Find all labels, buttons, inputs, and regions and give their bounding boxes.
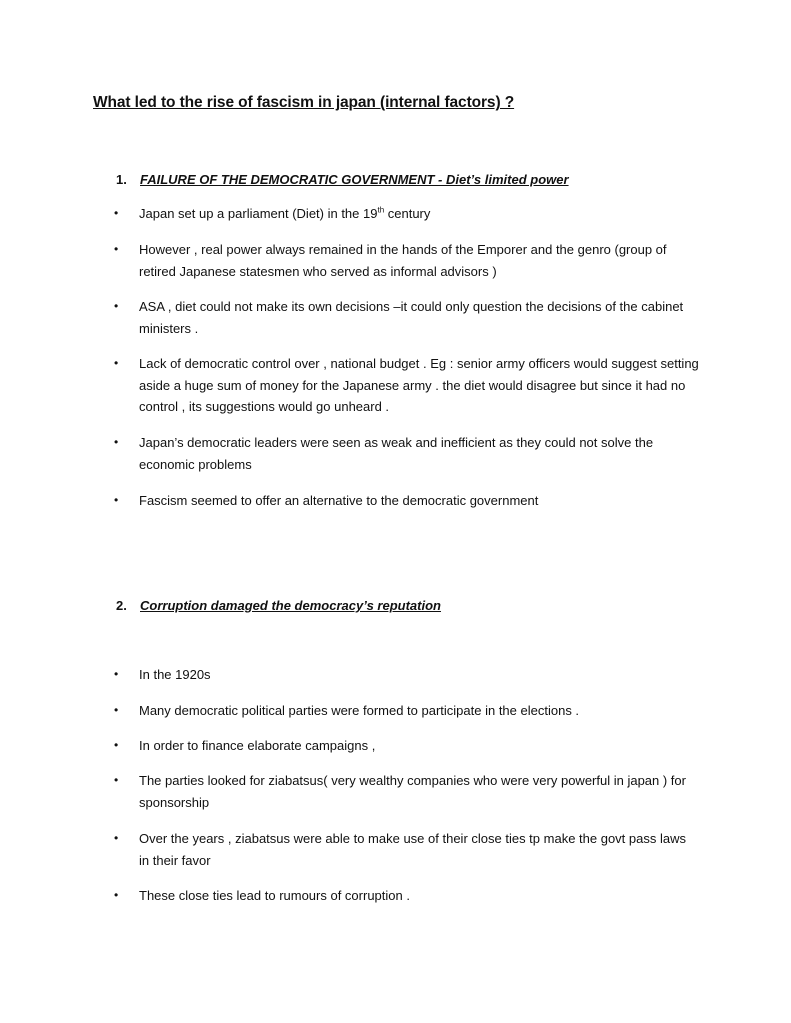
section-heading-text: FAILURE OF THE DEMOCRATIC GOVERNMENT - Diet’s limited power [140, 172, 569, 187]
bullet-text: Fascism seemed to offer an alternative to the democratic government [139, 493, 539, 508]
bullet-text-part: century [384, 206, 431, 221]
bullet-text: In order to finance elaborate campaigns , [139, 738, 376, 753]
list-item [112, 353, 702, 418]
list-item [112, 296, 702, 339]
bullet-icon: • [114, 831, 119, 845]
bullet-icon: • [114, 888, 119, 902]
bullet-text-part: Japan set up a parliament (Diet) in the 19 [139, 206, 378, 221]
bullet-icon: • [114, 738, 119, 752]
section-number: 1. [116, 172, 127, 187]
list-item [112, 735, 702, 757]
bullet-text: ASA , diet could not make its own decisions –it could only question the decisions of the cabinet ministers . [139, 299, 684, 336]
bullet-text: Over the years , ziabatsus were able to make use of their close ties tp make the govt pass laws in their favor [139, 831, 686, 868]
list-item [112, 203, 702, 225]
bullet-text: In the 1920s [139, 667, 211, 682]
bullet-icon: • [114, 667, 119, 681]
list-item [112, 700, 702, 722]
bullet-text: The parties looked for ziabatsus( very wealthy companies who were very powerful in japan ) for sponsorship [139, 773, 686, 810]
section-heading-text: Corruption damaged the democracy’s reputation [140, 598, 441, 613]
bullet-icon: • [114, 435, 119, 449]
bullet-icon: • [114, 493, 119, 507]
bullet-icon: • [114, 773, 119, 787]
list-item [112, 828, 702, 871]
list-item [112, 432, 702, 475]
bullet-text: Japan’s democratic leaders were seen as weak and inefficient as they could not solve the economic problems [139, 435, 654, 472]
section-number: 2. [116, 598, 127, 613]
document-title: What led to the rise of fascism in japan (internal factors) ? [93, 94, 515, 111]
bullet-text: However , real power always remained in the hands of the Emporer and the genro (group of retired Japanese statesmen who served as informal advisors ) [139, 242, 667, 279]
bullet-text: These close ties lead to rumours of corruption . [139, 888, 410, 903]
bullet-icon: • [114, 299, 119, 313]
list-item [112, 664, 702, 686]
bullet-icon: • [114, 356, 119, 370]
list-item [112, 770, 702, 813]
bullet-icon: • [114, 703, 119, 717]
section-heading-2 [116, 598, 441, 613]
list-item [112, 239, 702, 282]
bullet-text: Many democratic political parties were formed to participate in the elections . [139, 703, 580, 718]
ordinal-superscript: th [377, 205, 385, 215]
list-item [112, 490, 702, 512]
bullet-icon: • [114, 206, 119, 220]
bullet-text: Lack of democratic control over , national budget . Eg : senior army officers would suggest setting aside a huge sum of money for the Japanese army . the diet would disagree but since it had no control , its suggestions would go unheard . [139, 356, 699, 414]
list-item [112, 885, 702, 907]
bullet-text [139, 203, 699, 225]
section-heading-1 [116, 172, 569, 187]
bullet-icon: • [114, 242, 119, 256]
